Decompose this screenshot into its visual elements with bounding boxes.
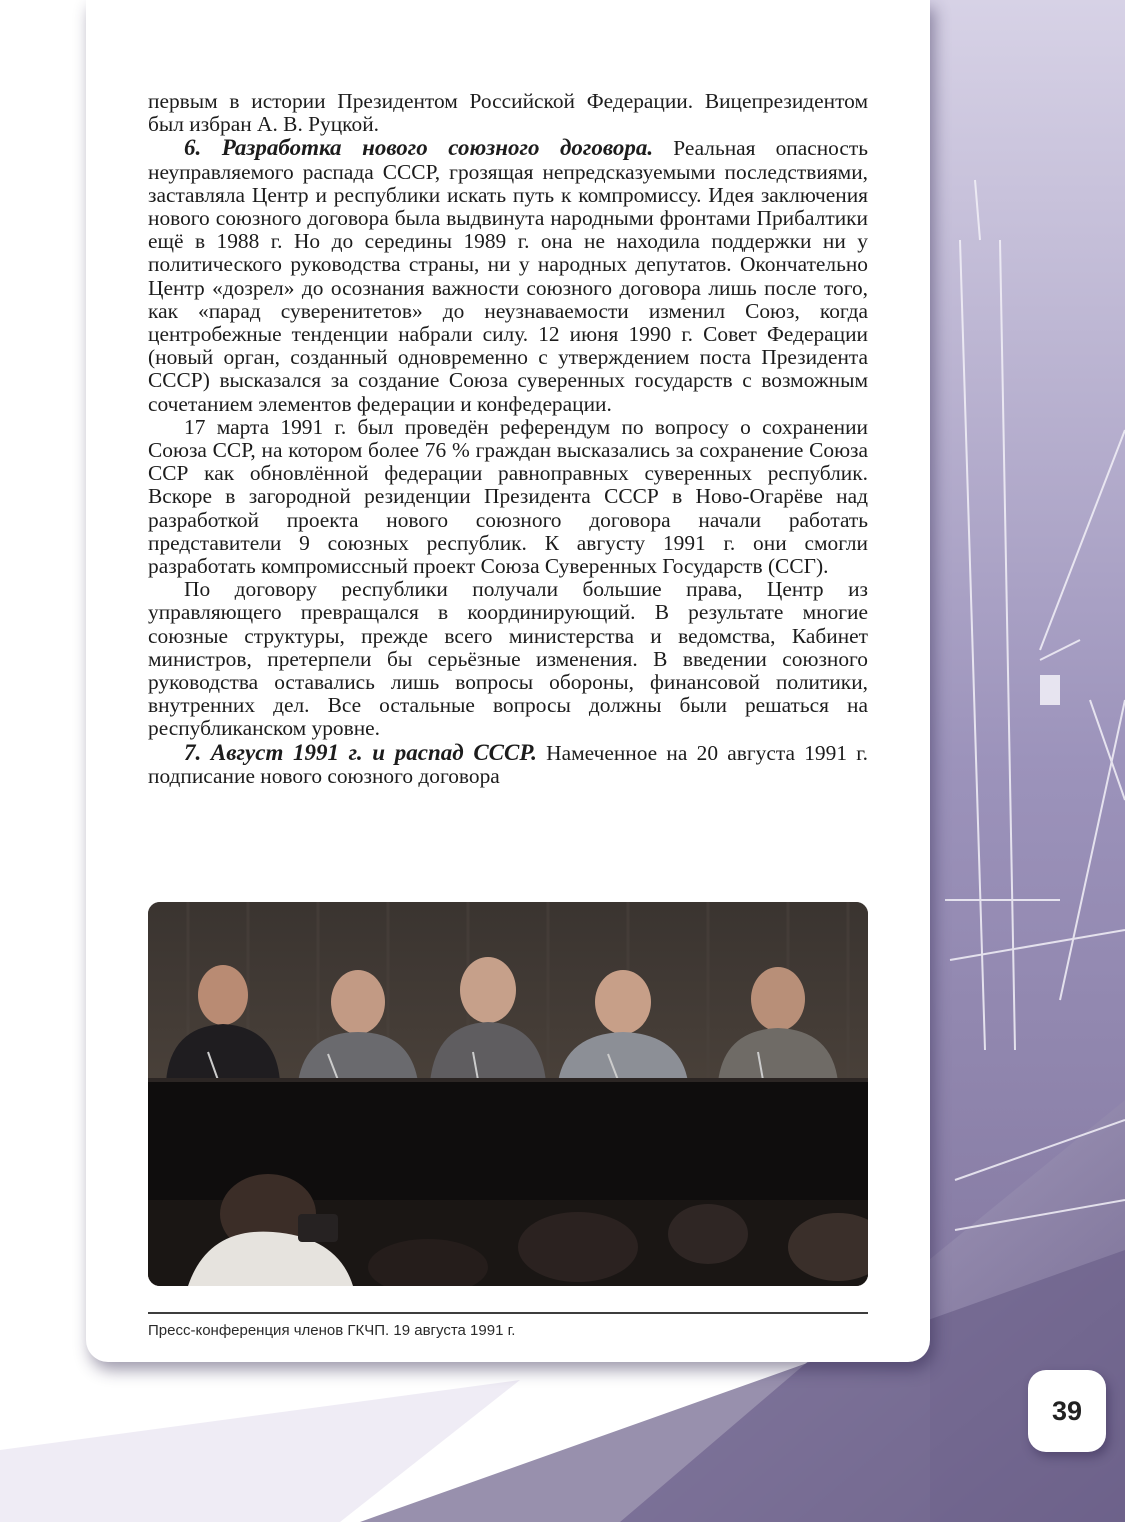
section-heading-7: 7. Август 1991 г. и распад СССР. <box>184 739 537 765</box>
page-number-box <box>1028 1370 1106 1452</box>
page-number: 39 <box>1051 1395 1083 1426</box>
section-heading-6: 6. Разработка нового союзного договора. <box>184 135 654 161</box>
paragraph-1: первым в истории Президентом Российской Федерации. Вицепрезидентом был избран А. В. Руцкой. <box>148 89 868 137</box>
caption-divider <box>148 1312 868 1314</box>
paragraph-4: По договору республики получали большие права, Центр из управляющего превращался в координирующий. В результате многие союзные структуры, прежде всего министерства и ведомства, Кабинет министров, претерпели бы серьёзные изменения. В введении союзного руководства оставались лишь вопросы обороны, финансовой политики, внутренних дел. Все остальные вопросы должны были решаться на республиканском уровне. <box>148 577 868 741</box>
body-text <box>148 90 868 788</box>
paragraph-2: 6. Разработка нового союзного договора. Реальная опасность неуправляемого распада СССР, грозящая непредсказуемыми последствиями, заставляла Центр и республики искать путь к компромиссу. Идея заключения нового союзного договора была выдвинута народными фронтами Прибалтики ещё в 1988 г. Но до середины 1989 г. она не находила поддержки ни у политического руководства страны, ни у народных депутатов. Окончательно Центр «дозрел» до осознания важности союзного договора лишь после того, как «парад суверенитетов» до неузнаваемости изменил Союз, когда центробежные тенденции набрали силу. 12 июня 1990 г. Совет Федерации (новый орган, созданный одновременно с утверждением поста Президента СССР) высказался за создание Союза суверенных государств с возможным сочетанием элементов федерации и конфедерации. <box>148 135 868 416</box>
photo-caption: Пресс-конференция членов ГКЧП. 19 августа 1991 г. <box>148 1322 516 1339</box>
paragraph-5: 7. Август 1991 г. и распад СССР. Намеченное на 20 августа 1991 г. подписание нового союзного договора <box>148 739 868 788</box>
paragraph-3: 17 марта 1991 г. был проведён референдум по вопросу о сохранении Союза ССР, на котором более 76 % граждан высказались за сохранение Союза ССР как обновлённой федерации равноправных суверенных республик. Вскоре в загородной резиденции Президента СССР в Ново-Огарёве над разработкой проекта нового союзного договора начали работать представители 9 союзных республик. К августу 1991 г. они смогли разработать компромиссный проект Союза Суверенных Государств (ССГ). <box>148 414 868 579</box>
press-conference-photo <box>148 902 868 1286</box>
